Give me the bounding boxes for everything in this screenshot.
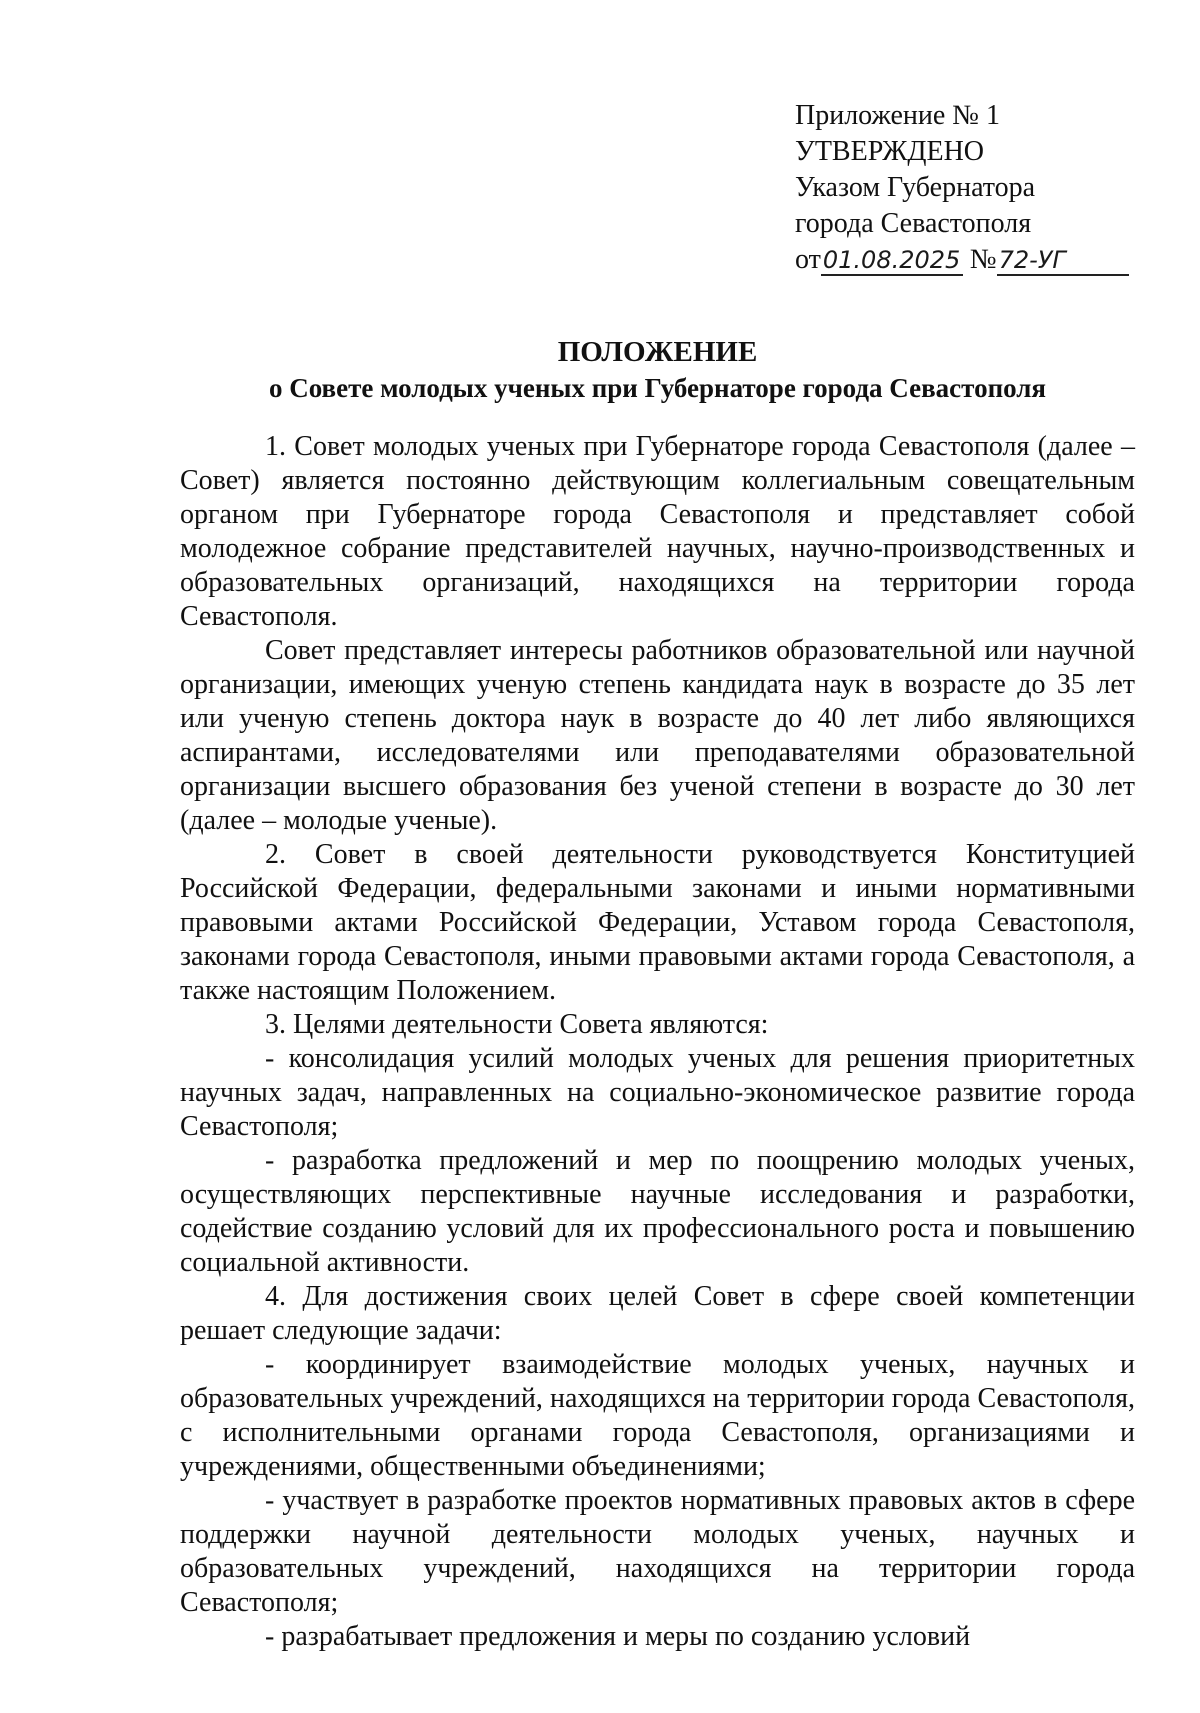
approved-label: УТВЕРЖДЕНО — [795, 136, 985, 167]
paragraph-1: 1. Совет молодых ученых при Губернаторе города Севастополя (далее – Совет) является постоянно действующим коллегиальным совещательным органом при Губернаторе города Севастополя и представляет собой молодежное собрание представителей научных, научно-производственных и образовательных организаций, находящихся на территории города Севастополя. — [180, 431, 1135, 632]
document-subtitle: о Совете молодых ученых при Губернаторе города Севастополя — [268, 373, 1047, 403]
paragraph-4: 3. Целями деятельности Совета являются: — [265, 1009, 769, 1040]
paragraph-5: - консолидация усилий молодых ученых для решения приоритетных научных задач, направленных на социально-экономическое развитие города Севастополя; — [180, 1043, 1135, 1142]
document-body — [180, 430, 1135, 1654]
number-sign: № — [969, 244, 997, 275]
decree-number-field — [997, 246, 1129, 276]
date-prefix: от — [795, 244, 821, 275]
paragraph-2: Совет представляет интересы работников образовательной или научной организации, имеющих ученую степень кандидата наук в возрасте до 35 лет или ученую степень доктора наук в возрасте до 40 лет либо являющихся аспирантами, исследователями или преподавателями образовательной организации высшего образования без ученой степени в возрасте до 30 лет (далее – молодые ученые). — [180, 635, 1135, 836]
paragraph-9: - участвует в разработке проектов нормативных правовых актов в сфере поддержки научной деятельности молодых ученых, научных и образовательных учреждений, находящихся на территории города Севастополя; — [180, 1485, 1135, 1618]
paragraph-3: 2. Совет в своей деятельности руководствуется Конституцией Российской Федерации, федеральными законами и иными нормативными правовыми актами Российской Федерации, Уставом города Севастополя, законами города Севастополя, иными правовыми актами города Севастополя, а также настоящим Положением. — [180, 839, 1135, 1006]
decree-number: 72-УГ — [998, 246, 1066, 274]
decree-date: 01.08.2025 — [822, 246, 961, 274]
approval-block — [795, 98, 1155, 278]
paragraph-6: - разработка предложений и мер по поощрению молодых ученых, осуществляющих перспективные научные исследования и разработки, содействие созданию условий для их профессионального роста и повышению социальной активности. — [180, 1145, 1135, 1278]
decree-label: Указом Губернатора — [795, 172, 1036, 203]
paragraph-10: - разрабатывает предложения и меры по созданию условий — [265, 1621, 971, 1652]
appendix-label: Приложение № 1 — [795, 100, 1000, 131]
paragraph-8: - координирует взаимодействие молодых ученых, научных и образовательных учреждений, находящихся на территории города Севастополя, с исполнительными органами города Севастополя, организациями и учреждениями, общественными объединениями; — [180, 1349, 1135, 1482]
document-title: ПОЛОЖЕНИЕ — [557, 336, 758, 368]
decree-date-number-line — [795, 242, 1155, 278]
paragraph-7: 4. Для достижения своих целей Совет в сфере своей компетенции решает следующие задачи: — [180, 1281, 1135, 1346]
city-label: города Севастополя — [795, 208, 1032, 239]
decree-date-field — [821, 246, 963, 276]
